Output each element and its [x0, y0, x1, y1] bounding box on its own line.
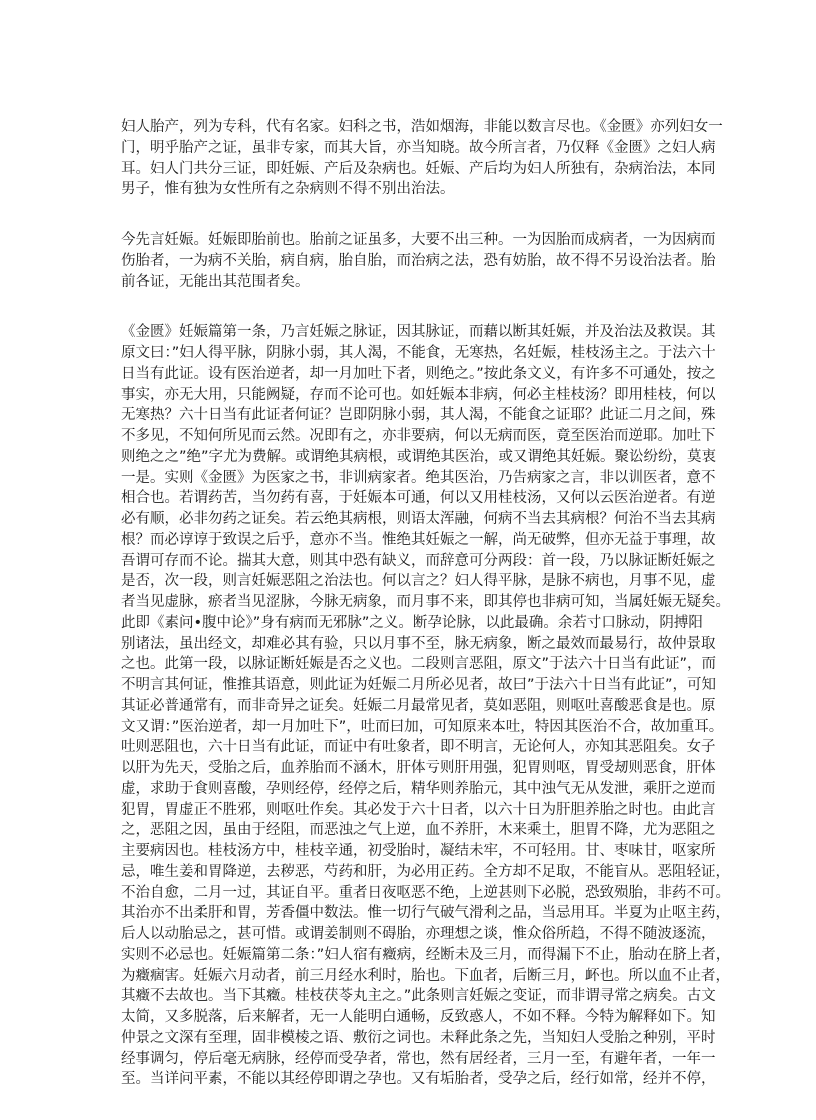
text-line: 是否，次一段，则言妊娠恶阻之治法也。何以言之？妇人得平脉，是脉不病也，月事不见，虚	[121, 573, 716, 590]
text-line: 至。当详问平素，不能以其经停即谓之孕也。又有垢胎者，受孕之后，经行如常，经并不停，	[121, 1071, 716, 1088]
text-line: 耳。妇人门共分三证，即妊娠、产后及杂病也。妊娠、产后均为妇人所独有，杂病治法，本同	[121, 160, 716, 177]
text-line: 原文曰：”妇人得平脉，阴脉小弱，其人渴，不能食，无寒热，名妊娠，桂枝汤主之。于法六十	[121, 345, 716, 361]
text-line: 不治自愈，二月一过，其证自平。重者日夜呕恶不绝，上逆甚则下必脱，恐致殒胎，非药不可。	[121, 884, 730, 901]
text-line: 其癥不去故也。当下其癥。桂枝茯苓丸主之。”此条则言妊娠之变证，而非谓寻常之病矣。古文	[121, 988, 716, 1005]
text-line: 实则不必忌也。妊娠篇第二条：”妇人宿有癥病，经断未及三月，而得漏下不止，胎动在脐上者，	[121, 946, 731, 963]
text-line: 则绝之之”绝”字尤为费解。或谓绝其病根，或谓绝其医治，或又谓绝其妊娠。聚讼纷纷，莫衷	[121, 448, 717, 465]
text-line: 今先言妊娠。妊娠即胎前也。胎前之证虽多，大要不出三种。一为因胎而成病者，一为因病而	[121, 232, 716, 248]
text-line: 其证必普通常有，而非奇异之证矣。妊娠二月最常见者，莫如恶阻，则呕吐喜酸恶食是也。原	[121, 697, 716, 714]
text-line: 吐则恶阻也，六十日当有此证，而证中有吐象者，即不明言，无论何人，亦知其恶阻矣。女子	[121, 739, 716, 756]
text-line: 其治亦不出柔肝和胃，芳香僵中数法。惟一切行气破气滑利之品，当忌用耳。半夏为止呕主药，	[121, 905, 730, 922]
text-line: 无寒热？六十日当有此证者何证？岂即阴脉小弱，其人渴，不能食之证耶？此证二月之间，殊	[121, 407, 716, 424]
text-line: 之，恶阻之因，虽由于经阻，而恶浊之气上逆，血不养肝，木来乘土，胆胃不降，尤为恶阻之	[121, 822, 716, 839]
document-page	[121, 117, 731, 1120]
text-line: 此即《素问•腹中论》”身有病而无邪脉”之义。断孕论脉，以此最确。余若寸口脉动，阴搏阳	[121, 614, 703, 631]
text-line: 不明言其何证，惟推其语意，则此证为妊娠二月所必见者，故曰”于法六十日当有此证”，可知	[121, 677, 717, 693]
text-line: 吾谓可存而不论。揣其大意，则其中恐有缺义，而辞意可分两段：首一段，乃以脉证断妊娠之	[121, 552, 716, 569]
text-line: 相合也。若谓药苦，当勿药有喜，于妊娠本可通，何以又用桂枝汤，又何以云医治逆者。有逆	[121, 490, 716, 507]
text-line: 《金匮》妊娠篇第一条，乃言妊娠之脉证，因其脉证，而藉以断其妊娠，并及治法及救误。其	[121, 324, 716, 341]
text-line: 前各证，无能出其范围者矣。	[121, 273, 310, 290]
text-line: 根？而必谆谆于致误之后乎，意亦不当。惟绝其妊娠之一解，尚无破弊，但亦无益于事理，故	[121, 531, 716, 548]
text-line: 日当有此证。设有医治逆者，却一月加吐下者，则绝之。”按此条文义，有许多不可通处，按之	[121, 365, 716, 382]
text-line: 伤胎者，一为病不关胎，病自病，胎自胎，而治病之法，恐有妨胎，故不得不另设治法者。胎	[121, 252, 716, 269]
paragraph-intro	[121, 117, 723, 200]
paragraph-pregnancy-overview	[121, 230, 716, 292]
text-line: 不多见，不知何所见而云然。况即有之，亦非要病，何以无病而医，竟至医治而逆耶。加吐下	[121, 428, 716, 444]
paragraph-jingui-commentary	[121, 322, 731, 1090]
text-line: 仲景之文深有至理，固非模棱之语、敷衍之词也。未释此条之先，当知妇人受胎之种别，平时	[121, 1029, 716, 1046]
text-line: 妇人胎产，列为专科，代有名家。妇科之书，浩如烟海，非能以数言尽也。《金匮》亦列妇女一	[121, 119, 723, 135]
text-line: 事实，亦无大用，只能阙疑，存而不论可也。如妊娠本非病，何必主桂枝汤？即用桂枝，何以	[121, 386, 716, 403]
text-line: 之也。此第一段，以脉证断妊娠是否之义也。二段则言恶阻，原文”于法六十日当有此证”，而	[121, 656, 717, 673]
text-line: 者当见虚脉，瘀者当见涩脉，今脉无病象，而月事不来，即其停也非病可知，当属妊娠无疑矣。	[121, 594, 730, 610]
text-line: 后人以动胎忌之，甚可惜。或谓姜制则不碍胎，亦理想之谈，惟众俗所趋，不得不随波逐流，	[121, 926, 716, 942]
text-line: 忌，唯生姜和胃降逆，去秽恶，芍药和肝，为必用正药。全方却不足取，不能盲从。恶阻轻证，	[121, 863, 730, 880]
text-line: 一是。实则《金匮》为医家之书，非训病家者。绝其医治，乃告病家之言，非以训医者，意不	[121, 469, 716, 486]
text-line: 必有顺，必非勿药之证矣。若云绝其病根，则语太浑融，何病不当去其病根？何治不当去其病	[121, 511, 716, 527]
text-line: 门，明乎胎产之证，虽非专家，而其大旨，亦当知晓。故今所言者，乃仅释《金匮》之妇人病	[121, 139, 716, 156]
text-line: 主要病因也。桂枝汤方中，桂枝辛通，初受胎时，凝结未牢，不可轻用。甘、枣味甘，呕家所	[121, 843, 716, 859]
text-line: 文又谓：”医治逆者，却一月加吐下”，吐而曰加，可知原来本吐，特因其医治不合，故加重耳。	[121, 718, 724, 735]
text-line: 犯胃，胃虚正不胜邪，则呕吐作矣。其必发于六十日者，以六十日为肝胆养胎之时也。由此言	[121, 801, 716, 818]
text-line: 为癥痼害。妊娠六月动者，前三月经水利时，胎也。下血者，后断三月，衃也。所以血不止者，	[121, 967, 730, 984]
text-line: 虚，求助于食则喜酸，孕则经停，经停之后，精华则养胎元，其中浊气无从发泄，乘肝之逆而	[121, 780, 716, 797]
text-line: 以肝为先天，受胎之后，血养胎而不涵木，肝体亏则肝用强，犯胃则呕，胃受刼则恶食，肝体	[121, 760, 716, 776]
text-line: 太简，又多脱落，后来解者，无一人能明白通畅，反致惑人，不如不释。今特为解释如下。知	[121, 1009, 716, 1025]
text-line: 男子，惟有独为女性所有之杂病则不得不别出治法。	[121, 181, 455, 198]
text-line: 经事调匀，停后毫无病脉，经停而受孕者，常也，然有居经者，三月一至，有避年者，一年一	[121, 1050, 716, 1067]
text-line: 别诸法，虽出经文，却难必其有验，只以月事不至，脉无病象，断之最效而最易行，故仲景取	[121, 635, 716, 652]
